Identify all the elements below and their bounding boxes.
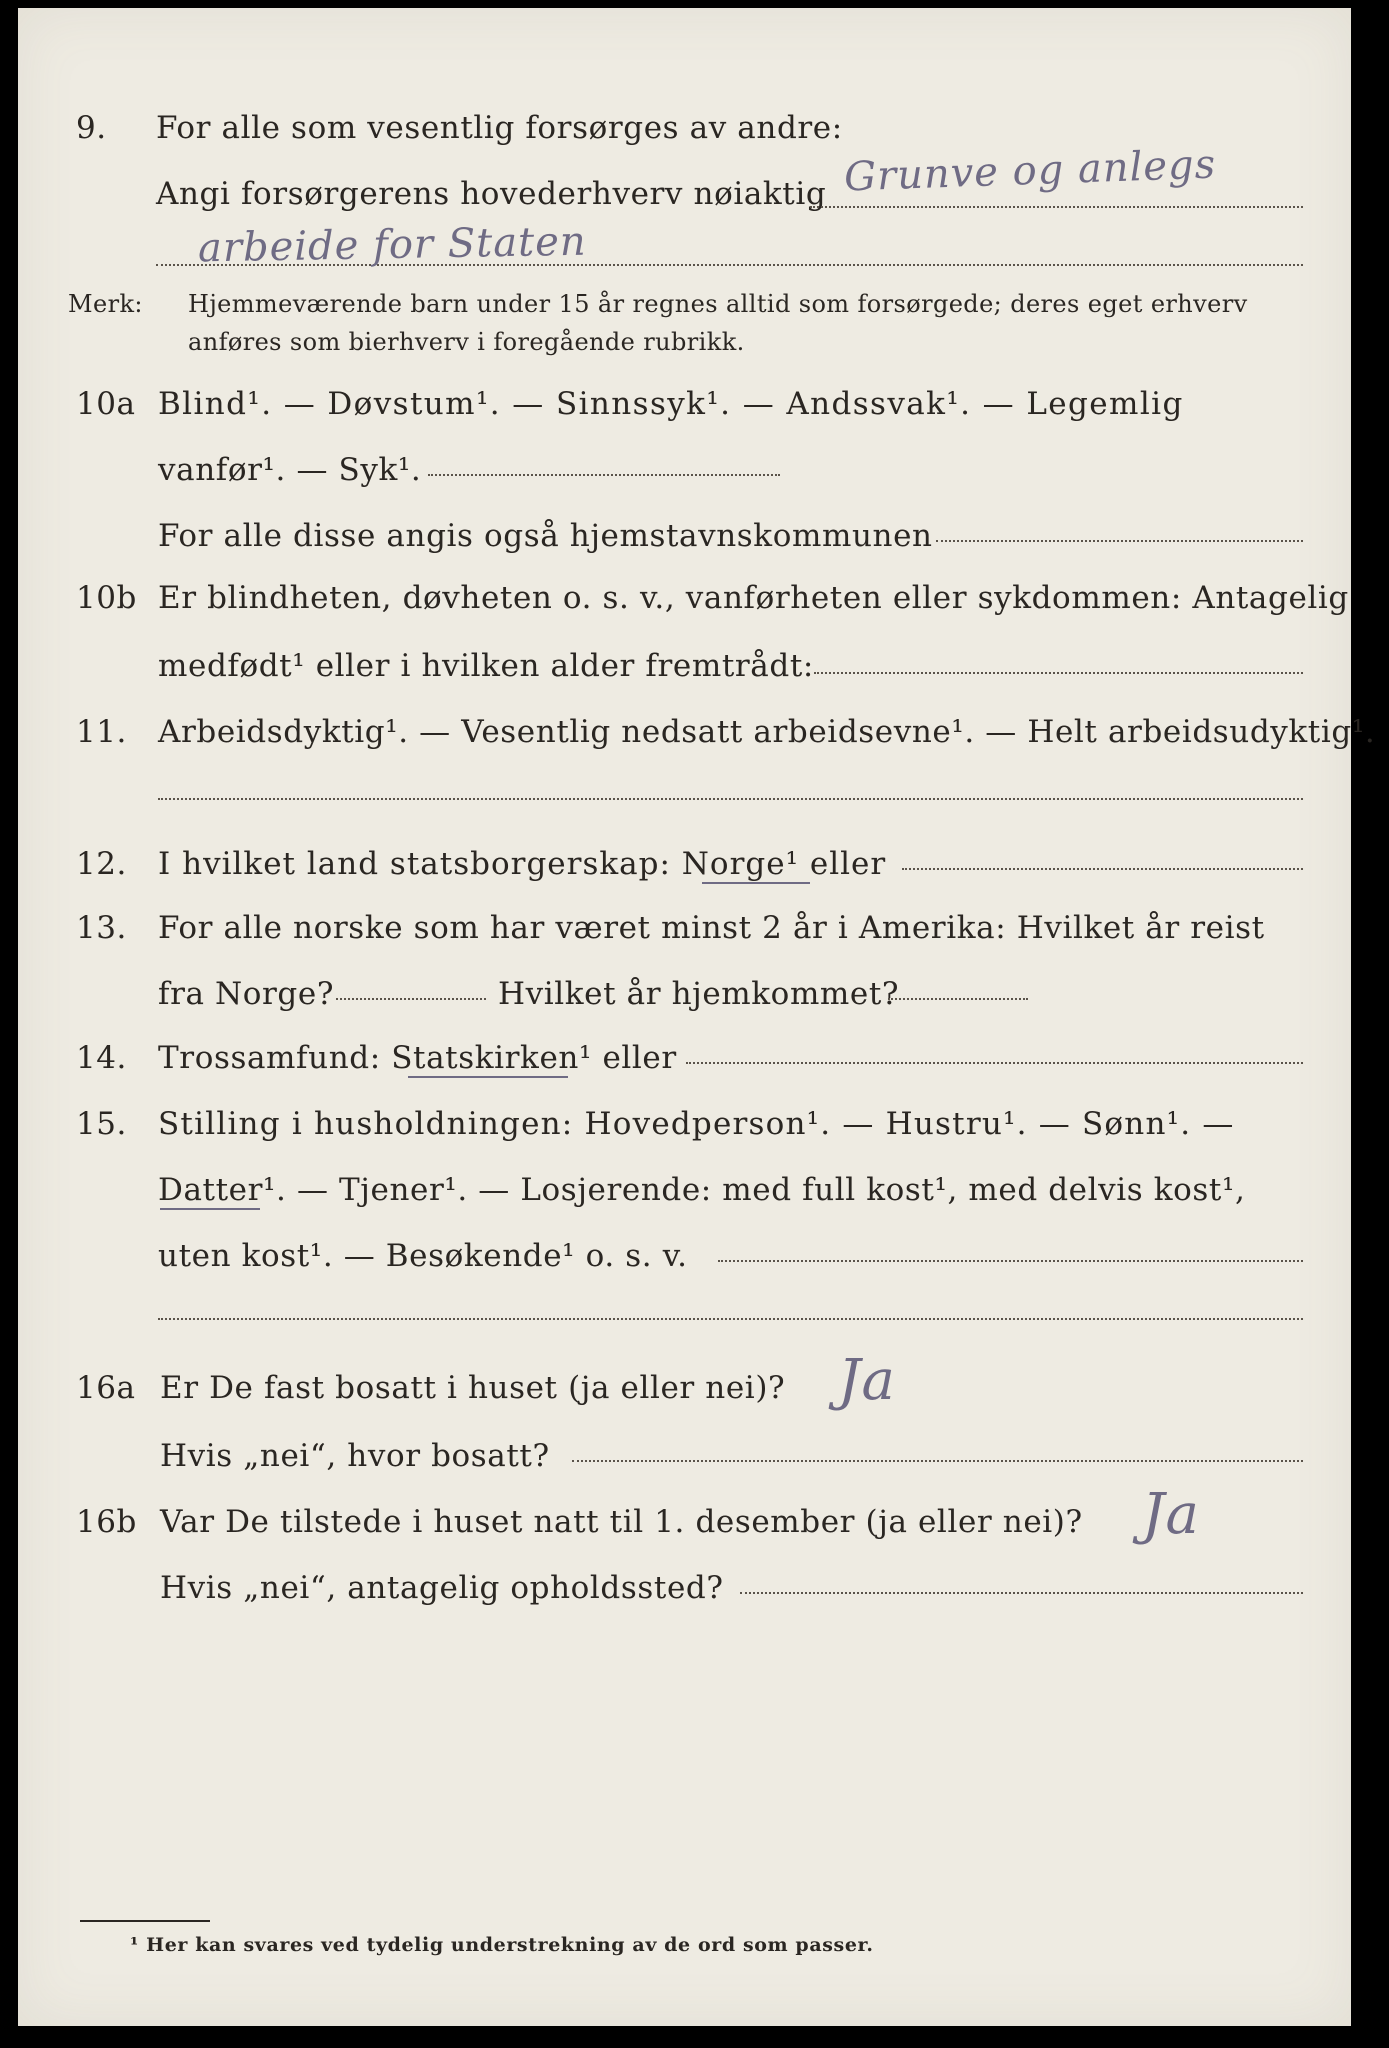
merk-label: Merk:	[68, 290, 143, 318]
q12-fill-line	[902, 868, 1303, 870]
q15-line3: uten kost¹. — Besøkende¹ o. s. v.	[158, 1238, 688, 1274]
q12-number: 12.	[76, 846, 127, 882]
q9-number: 9.	[76, 110, 107, 146]
q13-line2b: Hvilket år hjemkommet?	[498, 976, 900, 1012]
q15-fill-line-1	[718, 1260, 1303, 1262]
merk-line2: anføres som bierhverv i foregående rubrikk.	[188, 328, 745, 356]
q11-fill-line	[158, 798, 1303, 800]
q9-fill-line-1	[810, 206, 1303, 208]
q16a-fill-line	[572, 1460, 1303, 1462]
q16a-number: 16a	[76, 1370, 136, 1406]
census-form-page	[18, 8, 1376, 2026]
q10a-line2: vanfør¹. — Syk¹.	[158, 452, 422, 488]
q10a-fill-line-2	[936, 540, 1303, 542]
q12-norge-underline	[702, 882, 810, 884]
q10b-line1: Er blindheten, døvheten o. s. v., vanførheten eller sykdommen: Antagelig	[158, 580, 1349, 616]
q9-line1: For alle som vesentlig forsørges av andre:	[156, 110, 843, 146]
footnote-rule	[80, 1920, 210, 1922]
q14-fill-line	[686, 1062, 1303, 1064]
q10a-fill-line-1	[428, 474, 780, 476]
q13-fill-line-2	[888, 998, 1028, 1000]
q9-handwritten-answer-1: Grunve og anlegs	[843, 141, 1217, 201]
q16b-line2: Hvis „nei“, antagelig opholdssted?	[160, 1570, 724, 1606]
q10a-line3: For alle disse angis også hjemstavnskommunen	[158, 518, 933, 554]
q10b-fill-line	[814, 672, 1303, 674]
q16b-number: 16b	[76, 1504, 137, 1540]
q15-number: 15.	[76, 1106, 127, 1142]
q16b-fill-line	[740, 1592, 1303, 1594]
q11-number: 11.	[76, 714, 127, 750]
q15-fill-line-2	[158, 1318, 1303, 1320]
q14-statskirken-underline	[408, 1076, 568, 1078]
q15-line1: Stilling i husholdningen: Hovedperson¹. — Hustru¹. — Sønn¹. —	[158, 1106, 1235, 1142]
q16a-line2: Hvis „nei“, hvor bosatt?	[160, 1438, 550, 1474]
q16b-handwritten-answer: Ja	[1142, 1482, 1200, 1547]
q10b-number: 10b	[76, 580, 137, 616]
q15-datter-underline	[160, 1208, 260, 1210]
q14-number: 14.	[76, 1040, 127, 1076]
q16b-line1: Var De tilstede i huset natt til 1. desember (ja eller nei)?	[160, 1504, 1083, 1540]
footnote-text: ¹ Her kan svares ved tydelig understrekning av de ord som passer.	[130, 1934, 874, 1956]
merk-line1: Hjemmeværende barn under 15 år regnes alltid som forsørgede; deres eget erhverv	[188, 290, 1248, 318]
q14-line1: Trossamfund: Statskirken¹ eller	[158, 1040, 677, 1076]
q16a-handwritten-answer: Ja	[838, 1348, 896, 1413]
q12-line1: I hvilket land statsborgerskap: Norge¹ eller	[158, 846, 887, 882]
q10a-line1: Blind¹. — Døvstum¹. — Sinnssyk¹. — Andssvak¹. — Legemlig	[158, 386, 1184, 422]
q10a-number: 10a	[76, 386, 136, 422]
q9-handwritten-answer-2: arbeide for Staten	[197, 218, 587, 272]
q13-fill-line-1	[336, 998, 486, 1000]
q9-line2: Angi forsørgerens hovederhverv nøiaktig	[156, 176, 827, 212]
q11-line1: Arbeidsdyktig¹. — Vesentlig nedsatt arbeidsevne¹. — Helt arbeidsudyktig¹.	[158, 714, 1376, 750]
q15-line2: Datter¹. — Tjener¹. — Losjerende: med full kost¹, med delvis kost¹,	[158, 1172, 1246, 1208]
q13-line2a: fra Norge?	[158, 976, 335, 1012]
q13-number: 13.	[76, 910, 127, 946]
q10b-line2: medfødt¹ eller i hvilken alder fremtrådt:	[158, 648, 814, 684]
q13-line1: For alle norske som har været minst 2 år i Amerika: Hvilket år reist	[158, 910, 1265, 946]
q16a-line1: Er De fast bosatt i huset (ja eller nei)?	[160, 1370, 786, 1406]
